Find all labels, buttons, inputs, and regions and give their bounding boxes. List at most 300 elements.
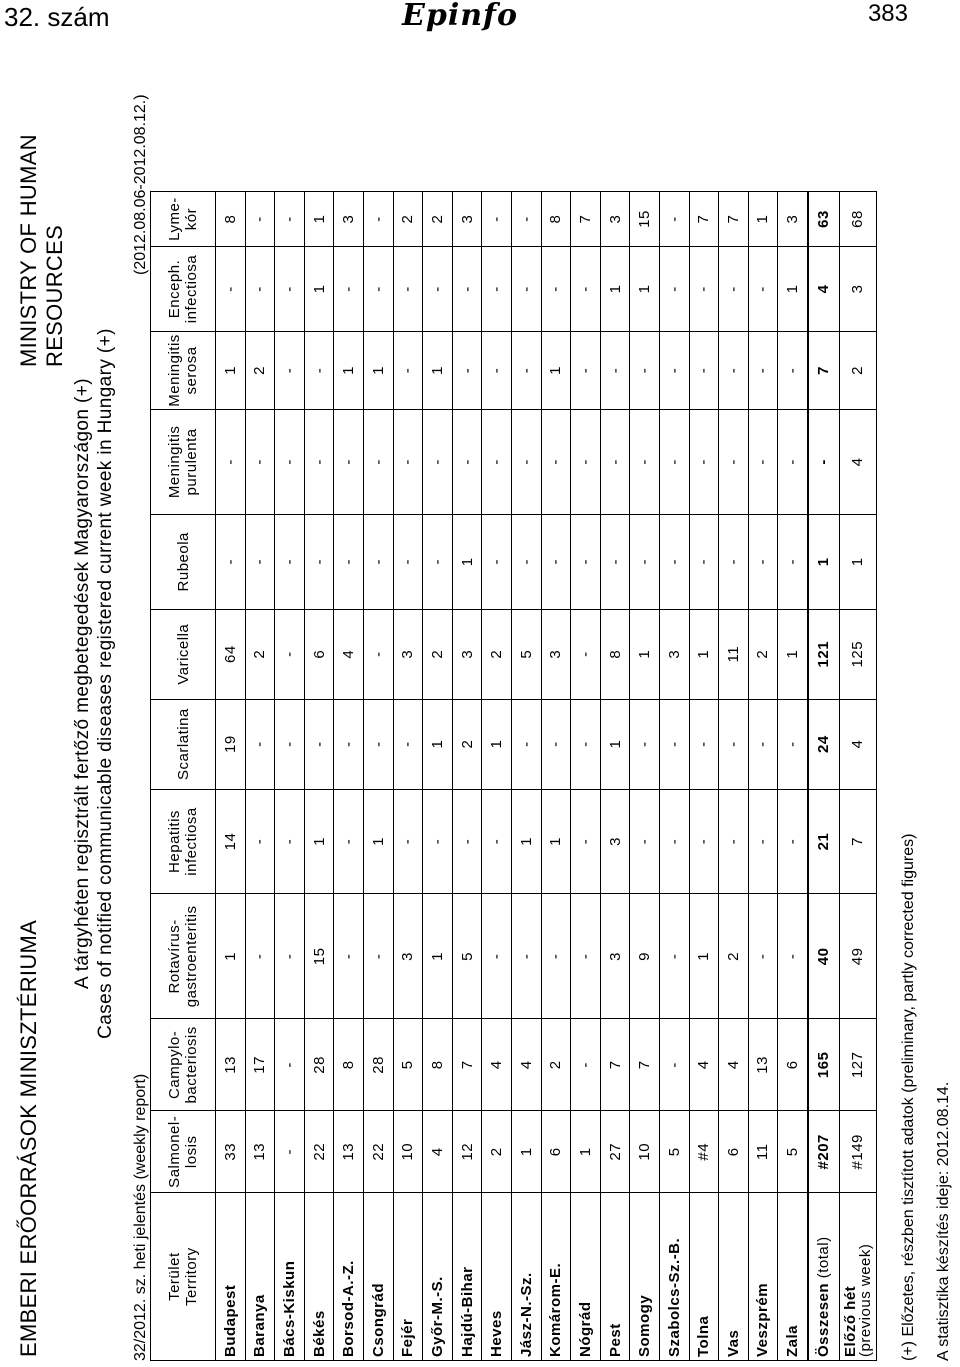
value-cell: 9 xyxy=(630,894,660,1019)
table-row xyxy=(689,192,719,1361)
value-cell: 1 xyxy=(541,331,571,409)
value-cell: 1 xyxy=(423,331,453,409)
value-cell: - xyxy=(571,609,601,699)
value-cell: - xyxy=(275,247,305,332)
value-cell: 3 xyxy=(452,609,482,699)
value-cell: - xyxy=(748,789,778,894)
value-cell: - xyxy=(216,247,246,332)
value-cell: - xyxy=(393,789,423,894)
value-cell: 7 xyxy=(719,192,749,247)
value-cell: - xyxy=(452,247,482,332)
value-cell: 8 xyxy=(216,192,246,247)
value-cell: 15 xyxy=(630,192,660,247)
value-cell: 1 xyxy=(304,192,334,247)
value-cell: - xyxy=(363,699,393,789)
table-row xyxy=(304,192,334,1361)
table-row xyxy=(778,192,808,1361)
value-cell: 5 xyxy=(452,894,482,1019)
value-cell: 1 xyxy=(630,247,660,332)
territory-cell: Fejér xyxy=(393,1193,423,1361)
value-cell: - xyxy=(304,409,334,514)
compiled-date: A statisztika készítés ideje: 2012.08.14. xyxy=(935,1081,952,1361)
value-cell: 19 xyxy=(216,699,246,789)
column-header: Rubeola xyxy=(151,514,216,609)
value-cell: 13 xyxy=(334,1111,364,1193)
value-cell: - xyxy=(511,699,541,789)
value-cell: - xyxy=(719,699,749,789)
value-cell: - xyxy=(630,409,660,514)
report-label: 32/2012. sz. heti jelentés (weekly report) xyxy=(132,1073,149,1361)
value-cell: 2 xyxy=(423,192,453,247)
value-cell: - xyxy=(334,699,364,789)
value-cell: - xyxy=(334,894,364,1019)
value-cell: - xyxy=(719,789,749,894)
value-cell: - xyxy=(363,514,393,609)
column-header: Varicella xyxy=(151,609,216,699)
value-cell: 4 xyxy=(423,1111,453,1193)
value-cell: 2 xyxy=(423,609,453,699)
value-cell: - xyxy=(245,789,275,894)
column-header: Rotavírus- gastroenteritis xyxy=(151,894,216,1019)
value-cell: 1 xyxy=(423,699,453,789)
value-cell: 6 xyxy=(719,1111,749,1193)
value-cell: - xyxy=(423,247,453,332)
value-cell: 1 xyxy=(334,331,364,409)
value-cell: 7 xyxy=(600,1019,630,1111)
previous-value-cell: 1 xyxy=(839,514,876,609)
value-cell: 7 xyxy=(630,1019,660,1111)
column-header: Lyme- kór xyxy=(151,192,216,247)
value-cell: - xyxy=(482,192,512,247)
value-cell: - xyxy=(541,247,571,332)
territory-cell: Budapest xyxy=(216,1193,246,1361)
value-cell: 1 xyxy=(511,1111,541,1193)
value-cell: - xyxy=(571,894,601,1019)
value-cell: 17 xyxy=(245,1019,275,1111)
territory-cell: Békés xyxy=(304,1193,334,1361)
value-cell: - xyxy=(511,192,541,247)
value-cell: 1 xyxy=(778,609,808,699)
value-cell: 4 xyxy=(689,1019,719,1111)
value-cell: 3 xyxy=(452,192,482,247)
value-cell: - xyxy=(778,331,808,409)
value-cell: - xyxy=(482,789,512,894)
value-cell: - xyxy=(245,894,275,1019)
epinfo-logo: Epinfo xyxy=(402,0,518,33)
table-row xyxy=(216,192,246,1361)
previous-value-cell: #149 xyxy=(839,1111,876,1193)
disease-table xyxy=(150,191,877,1361)
total-value-cell: 1 xyxy=(808,514,840,609)
value-cell: 27 xyxy=(600,1111,630,1193)
value-cell: 6 xyxy=(541,1111,571,1193)
value-cell: - xyxy=(304,699,334,789)
total-value-cell: 21 xyxy=(808,789,840,894)
value-cell: 8 xyxy=(541,192,571,247)
value-cell: 2 xyxy=(719,894,749,1019)
value-cell: - xyxy=(571,1019,601,1111)
value-cell: - xyxy=(482,514,512,609)
value-cell: - xyxy=(778,699,808,789)
table-row xyxy=(482,192,512,1361)
total-value-cell: 165 xyxy=(808,1019,840,1111)
value-cell: 1 xyxy=(689,609,719,699)
value-cell: - xyxy=(571,699,601,789)
previous-value-cell: 49 xyxy=(839,894,876,1019)
value-cell: - xyxy=(630,514,660,609)
value-cell: 1 xyxy=(482,699,512,789)
value-cell: - xyxy=(630,789,660,894)
value-cell: - xyxy=(719,247,749,332)
value-cell: 22 xyxy=(304,1111,334,1193)
report-title-hu: A tárgyhéten regisztrált fertőző megbetegedések Magyarországon (+) xyxy=(72,378,93,989)
previous-value-cell: 68 xyxy=(839,192,876,247)
table-row xyxy=(719,192,749,1361)
value-cell: - xyxy=(304,514,334,609)
value-cell: #4 xyxy=(689,1111,719,1193)
value-cell: - xyxy=(363,894,393,1019)
value-cell: 5 xyxy=(511,609,541,699)
value-cell: 2 xyxy=(748,609,778,699)
value-cell: - xyxy=(689,409,719,514)
column-header: Meningitis purulenta xyxy=(151,409,216,514)
value-cell: - xyxy=(748,894,778,1019)
value-cell: - xyxy=(275,192,305,247)
value-cell: 3 xyxy=(600,894,630,1019)
value-cell: 14 xyxy=(216,789,246,894)
value-cell: 7 xyxy=(689,192,719,247)
value-cell: - xyxy=(216,409,246,514)
value-cell: 1 xyxy=(600,699,630,789)
value-cell: 3 xyxy=(541,609,571,699)
value-cell: - xyxy=(423,789,453,894)
total-value-cell: 40 xyxy=(808,894,840,1019)
value-cell: - xyxy=(482,894,512,1019)
table-row xyxy=(600,192,630,1361)
value-cell: - xyxy=(571,789,601,894)
table-row xyxy=(748,192,778,1361)
total-value-cell: 4 xyxy=(808,247,840,332)
value-cell: - xyxy=(659,192,689,247)
territory-cell: Szabolcs-Sz.-B. xyxy=(659,1193,689,1361)
previous-value-cell: 127 xyxy=(839,1019,876,1111)
territory-cell: Tolna xyxy=(689,1193,719,1361)
previous-week-row xyxy=(839,192,876,1361)
value-cell: - xyxy=(334,247,364,332)
territory-cell: Komárom-E. xyxy=(541,1193,571,1361)
value-cell: - xyxy=(659,514,689,609)
value-cell: - xyxy=(334,409,364,514)
column-header: Scarlatina xyxy=(151,699,216,789)
table-row xyxy=(334,192,364,1361)
table-row xyxy=(630,192,660,1361)
total-row xyxy=(808,192,840,1361)
value-cell: - xyxy=(452,409,482,514)
value-cell: - xyxy=(245,514,275,609)
value-cell: - xyxy=(541,514,571,609)
value-cell: 33 xyxy=(216,1111,246,1193)
value-cell: - xyxy=(423,409,453,514)
page-number: 383 xyxy=(867,0,908,27)
table-row xyxy=(541,192,571,1361)
total-value-cell: 24 xyxy=(808,699,840,789)
value-cell: - xyxy=(363,409,393,514)
value-cell: - xyxy=(541,699,571,789)
value-cell: 3 xyxy=(334,192,364,247)
value-cell: - xyxy=(571,247,601,332)
column-header: Campylo- bacteriosis xyxy=(151,1019,216,1111)
territory-cell: Borsod-A.-Z. xyxy=(334,1193,364,1361)
value-cell: 12 xyxy=(452,1111,482,1193)
value-cell: 13 xyxy=(245,1111,275,1193)
column-header: Enceph. infectiosa xyxy=(151,247,216,332)
table-row xyxy=(275,192,305,1361)
total-value-cell: #207 xyxy=(808,1111,840,1193)
territory-cell: Baranya xyxy=(245,1193,275,1361)
value-cell: - xyxy=(511,514,541,609)
value-cell: 10 xyxy=(393,1111,423,1193)
table-row xyxy=(659,192,689,1361)
value-cell: 6 xyxy=(778,1019,808,1111)
value-cell: 28 xyxy=(304,1019,334,1111)
value-cell: 1 xyxy=(216,894,246,1019)
value-cell: - xyxy=(511,331,541,409)
table-row xyxy=(363,192,393,1361)
table-row xyxy=(393,192,423,1361)
territory-cell: Csongrád xyxy=(363,1193,393,1361)
value-cell: - xyxy=(393,699,423,789)
value-cell: - xyxy=(748,514,778,609)
value-cell: - xyxy=(363,247,393,332)
value-cell: 1 xyxy=(571,1111,601,1193)
value-cell: - xyxy=(393,247,423,332)
value-cell: - xyxy=(393,409,423,514)
value-cell: 8 xyxy=(334,1019,364,1111)
value-cell: 1 xyxy=(778,247,808,332)
territory-cell: Jász-N.-Sz. xyxy=(511,1193,541,1361)
total-value-cell: 63 xyxy=(808,192,840,247)
value-cell: - xyxy=(334,789,364,894)
value-cell: - xyxy=(541,409,571,514)
value-cell: 2 xyxy=(245,331,275,409)
value-cell: 11 xyxy=(719,609,749,699)
column-header: Meningitis serosa xyxy=(151,331,216,409)
territory-cell: Győr-M.-S. xyxy=(423,1193,453,1361)
value-cell: - xyxy=(245,409,275,514)
value-cell: - xyxy=(275,894,305,1019)
value-cell: 1 xyxy=(630,609,660,699)
table-row xyxy=(245,192,275,1361)
ministry-name-en: MINISTRY OF HUMAN RESOURCES xyxy=(16,134,67,367)
value-cell: - xyxy=(748,409,778,514)
value-cell: 11 xyxy=(748,1111,778,1193)
value-cell: 8 xyxy=(600,609,630,699)
value-cell: 1 xyxy=(748,192,778,247)
value-cell: 3 xyxy=(393,894,423,1019)
value-cell: 13 xyxy=(748,1019,778,1111)
table-row xyxy=(452,192,482,1361)
table-row xyxy=(511,192,541,1361)
territory-cell: Zala xyxy=(778,1193,808,1361)
value-cell: - xyxy=(423,514,453,609)
value-cell: - xyxy=(334,514,364,609)
previous-value-cell: 2 xyxy=(839,331,876,409)
value-cell: 7 xyxy=(571,192,601,247)
value-cell: 1 xyxy=(304,247,334,332)
total-label: Összesen (total) xyxy=(808,1193,840,1361)
value-cell: 4 xyxy=(334,609,364,699)
value-cell: 4 xyxy=(511,1019,541,1111)
value-cell: 5 xyxy=(393,1019,423,1111)
value-cell: 2 xyxy=(245,609,275,699)
value-cell: - xyxy=(600,331,630,409)
value-cell: 1 xyxy=(423,894,453,1019)
value-cell: 28 xyxy=(363,1019,393,1111)
value-cell: 10 xyxy=(630,1111,660,1193)
value-cell: - xyxy=(482,247,512,332)
previous-week-label: Előző hét (previous week) xyxy=(839,1193,876,1361)
value-cell: 1 xyxy=(452,514,482,609)
value-cell: - xyxy=(393,331,423,409)
territory-cell: Vas xyxy=(719,1193,749,1361)
value-cell: 3 xyxy=(778,192,808,247)
value-cell: - xyxy=(511,247,541,332)
value-cell: - xyxy=(245,247,275,332)
value-cell: 4 xyxy=(482,1019,512,1111)
value-cell: - xyxy=(689,699,719,789)
value-cell: 3 xyxy=(600,789,630,894)
value-cell: - xyxy=(275,331,305,409)
value-cell: - xyxy=(511,409,541,514)
value-cell: 3 xyxy=(393,609,423,699)
value-cell: - xyxy=(748,699,778,789)
report-title-en: Cases of notified communicable diseases registered current week in Hungary (+) xyxy=(95,328,116,1039)
value-cell: - xyxy=(275,609,305,699)
value-cell: - xyxy=(689,514,719,609)
previous-value-cell: 7 xyxy=(839,789,876,894)
previous-value-cell: 125 xyxy=(839,609,876,699)
value-cell: 2 xyxy=(541,1019,571,1111)
table-row xyxy=(571,192,601,1361)
value-cell: 1 xyxy=(304,789,334,894)
territory-cell: Nógrád xyxy=(571,1193,601,1361)
value-cell: 1 xyxy=(689,894,719,1019)
value-cell: - xyxy=(216,514,246,609)
value-cell: - xyxy=(482,409,512,514)
report-period: (2012.08.06-2012.08.12.) xyxy=(132,94,149,275)
value-cell: - xyxy=(630,699,660,789)
value-cell: 1 xyxy=(541,789,571,894)
value-cell: - xyxy=(719,514,749,609)
value-cell: - xyxy=(571,409,601,514)
value-cell: - xyxy=(275,789,305,894)
value-cell: - xyxy=(719,331,749,409)
previous-value-cell: 4 xyxy=(839,699,876,789)
column-header: Salmonel- losis xyxy=(151,1111,216,1193)
value-cell: - xyxy=(748,331,778,409)
ministry-name-hu: EMBERI ERŐORRÁSOK MINISZTÉRIUMA xyxy=(16,919,41,1357)
value-cell: - xyxy=(659,789,689,894)
value-cell: - xyxy=(689,331,719,409)
value-cell: 5 xyxy=(659,1111,689,1193)
value-cell: - xyxy=(778,894,808,1019)
value-cell: - xyxy=(659,699,689,789)
value-cell: 2 xyxy=(452,699,482,789)
value-cell: - xyxy=(689,789,719,894)
value-cell: - xyxy=(778,514,808,609)
value-cell: - xyxy=(482,331,512,409)
value-cell: - xyxy=(659,247,689,332)
value-cell: - xyxy=(363,192,393,247)
value-cell: 1 xyxy=(216,331,246,409)
value-cell: - xyxy=(659,1019,689,1111)
territory-cell: Hajdú-Bihar xyxy=(452,1193,482,1361)
value-cell: - xyxy=(778,789,808,894)
value-cell: - xyxy=(571,331,601,409)
value-cell: 22 xyxy=(363,1111,393,1193)
total-value-cell: - xyxy=(808,409,840,514)
column-header: Hepatitis infectiosa xyxy=(151,789,216,894)
value-cell: - xyxy=(304,331,334,409)
issue-number: 32. szám xyxy=(4,2,110,32)
value-cell: 1 xyxy=(363,331,393,409)
value-cell: 64 xyxy=(216,609,246,699)
territory-cell: Bács-Kiskun xyxy=(275,1193,305,1361)
value-cell: - xyxy=(630,331,660,409)
table-header-row xyxy=(151,192,216,1361)
value-cell: - xyxy=(511,894,541,1019)
previous-value-cell: 4 xyxy=(839,409,876,514)
value-cell: 1 xyxy=(511,789,541,894)
total-value-cell: 7 xyxy=(808,331,840,409)
value-cell: 6 xyxy=(304,609,334,699)
value-cell: - xyxy=(275,1111,305,1193)
value-cell: - xyxy=(275,1019,305,1111)
value-cell: - xyxy=(275,514,305,609)
value-cell: - xyxy=(659,331,689,409)
value-cell: - xyxy=(571,514,601,609)
value-cell: 3 xyxy=(659,609,689,699)
value-cell: - xyxy=(275,409,305,514)
value-cell: - xyxy=(275,699,305,789)
value-cell: 2 xyxy=(393,192,423,247)
value-cell: - xyxy=(245,192,275,247)
value-cell: - xyxy=(689,247,719,332)
value-cell: - xyxy=(659,409,689,514)
value-cell: 8 xyxy=(423,1019,453,1111)
table-row xyxy=(423,192,453,1361)
value-cell: 7 xyxy=(452,1019,482,1111)
value-cell: 15 xyxy=(304,894,334,1019)
value-cell: 1 xyxy=(600,247,630,332)
value-cell: 2 xyxy=(482,609,512,699)
value-cell: 13 xyxy=(216,1019,246,1111)
column-header: Terület Territory xyxy=(151,1193,216,1361)
territory-cell: Veszprém xyxy=(748,1193,778,1361)
territory-cell: Heves xyxy=(482,1193,512,1361)
value-cell: - xyxy=(659,894,689,1019)
value-cell: - xyxy=(541,894,571,1019)
value-cell: - xyxy=(245,699,275,789)
value-cell: 2 xyxy=(482,1111,512,1193)
total-value-cell: 121 xyxy=(808,609,840,699)
previous-value-cell: 3 xyxy=(839,247,876,332)
territory-cell: Pest xyxy=(600,1193,630,1361)
value-cell: - xyxy=(363,609,393,699)
value-cell: 4 xyxy=(719,1019,749,1111)
value-cell: - xyxy=(600,409,630,514)
footnote: (+) Előzetes, részben tisztított adatok (preliminary, partly corrected figures) xyxy=(900,833,917,1361)
